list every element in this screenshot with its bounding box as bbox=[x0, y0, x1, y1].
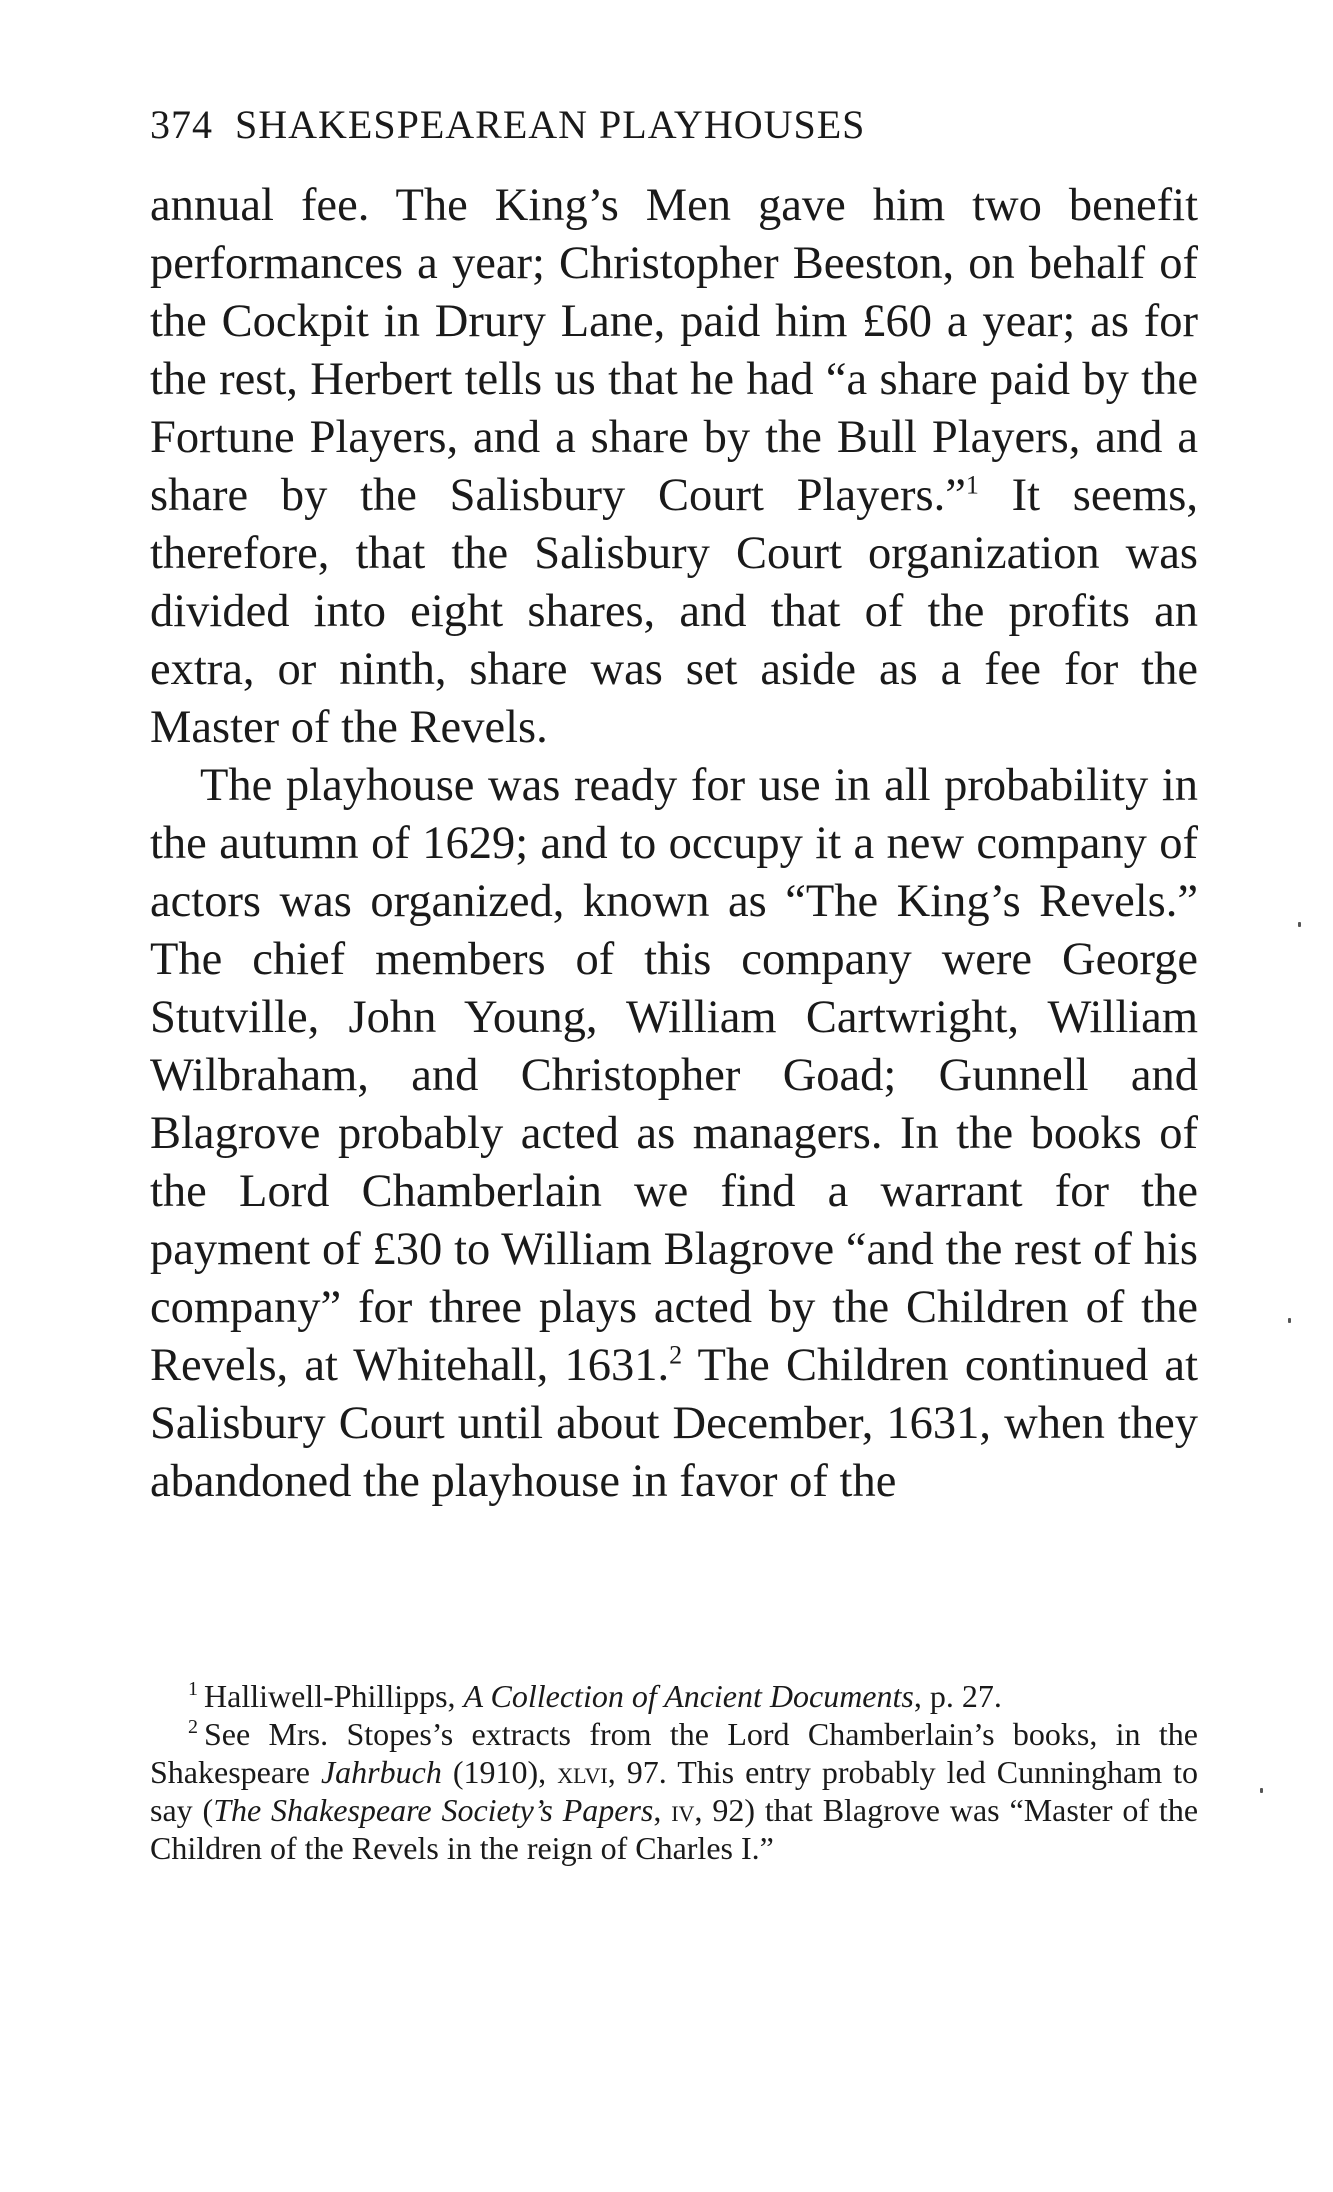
page-number: 374 bbox=[150, 102, 213, 147]
footnote-2-text-d: , bbox=[653, 1792, 672, 1828]
footnote-2-text-c: , 97. This entry probably led Cunningham to say ( bbox=[150, 1754, 1199, 1828]
footnote-2-text-e: , 92) that Blagrove was “Master of the Children of the Revels in the reign of Charles I.” bbox=[150, 1792, 1199, 1866]
paragraph-2-text-b: The Children continued at Salisbury Court until about December, 1631, when they abandoned the playhouse in favor of the bbox=[150, 1340, 1198, 1507]
footnote-2-text-b: (1910), bbox=[441, 1754, 558, 1790]
paragraph-2 bbox=[150, 757, 1198, 1511]
footnote-2-title-jahrbuch: Jahrbuch bbox=[320, 1754, 442, 1790]
paragraph-1 bbox=[150, 177, 1198, 757]
footnote-2-title-papers: The Shakespeare Society’s Papers bbox=[213, 1792, 654, 1828]
footnotes bbox=[150, 1677, 1198, 1867]
footnote-1-title: A Collection of Ancient Documents bbox=[463, 1678, 914, 1714]
footnote-1-page: , p. 27. bbox=[913, 1678, 1002, 1714]
paragraph-1-text-b: It seems, therefore, that the Salisbury Court organization was divided into eight shares, and that of the profits an extra, or ninth, share was set aside as a fee for the Master of the Revels. bbox=[150, 470, 1198, 753]
footnote-1-text: Halliwell-Phillipps, bbox=[204, 1678, 464, 1714]
footnote-1 bbox=[150, 1677, 1198, 1715]
scan-speck bbox=[1288, 1318, 1291, 1323]
footnote-ref-2: 2 bbox=[669, 1340, 683, 1370]
footnote-ref-1: 1 bbox=[965, 470, 979, 500]
footnote-2-number: 2 bbox=[188, 1716, 198, 1739]
main-text bbox=[150, 177, 1198, 1511]
running-header bbox=[150, 95, 1198, 155]
footnote-2-volume-2: iv bbox=[671, 1792, 695, 1828]
paragraph-1-text-a: annual fee. The King’s Men gave him two benefit performances a year; Christopher Beeston, on behalf of the Cockpit in Drury Lane, paid him £60 a year; as for the rest, Herbert tells us that he had “a share paid by the Fortune Players, and a share by the Bull Players, and a share by the Salisbury Court Players.” bbox=[150, 180, 1198, 521]
footnote-1-number: 1 bbox=[188, 1678, 198, 1701]
footnote-2 bbox=[150, 1715, 1198, 1867]
footnote-2-volume-1: xlvi bbox=[557, 1754, 608, 1790]
paragraph-2-text-a: The playhouse was ready for use in all probability in the autumn of 1629; and to occupy it a new company of actors was organized, known as “The King’s Revels.” The chief members of this company were George Stutville, John Young, William Cartwright, William Wilbraham, and Christopher Goad; Gunnell and Blagrove probably acted as managers. In the books of the Lord Chamberlain we find a warrant for the payment of £30 to William Blagrove “and the rest of his company” for three plays acted by the Children of the Revels, at Whitehall, 1631. bbox=[150, 760, 1198, 1391]
scan-speck bbox=[1260, 1788, 1263, 1793]
scan-speck bbox=[1298, 922, 1301, 927]
running-title: SHAKESPEAREAN PLAYHOUSES bbox=[235, 102, 866, 147]
footnote-2-text-a: See Mrs. Stopes’s extracts from the Lord Chamberlain’s books, in the Shakespeare bbox=[150, 1716, 1198, 1790]
